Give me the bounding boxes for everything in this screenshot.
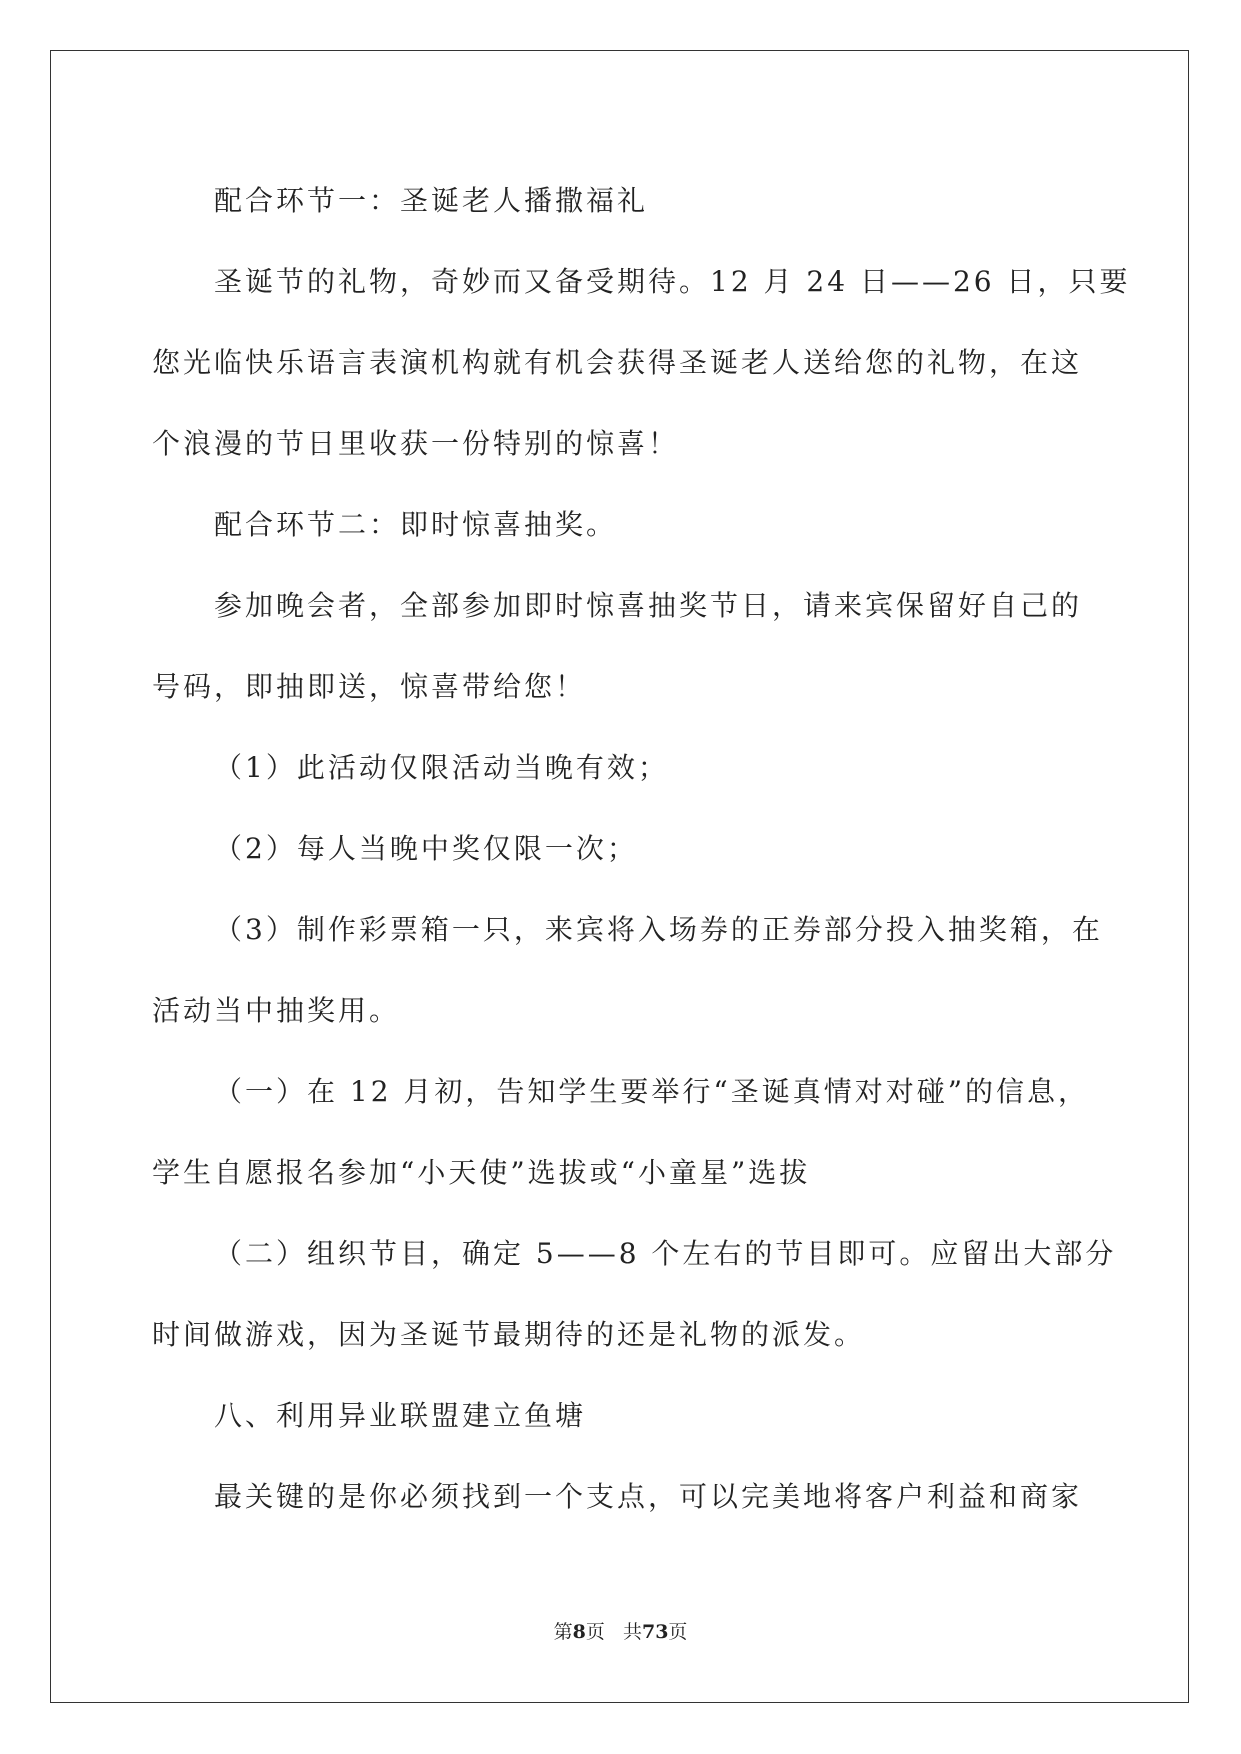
body-line-6: 参加晚会者，全部参加即时惊喜抽奖节日，请来宾保留好自己的	[214, 589, 1083, 622]
page-footer	[0, 1617, 1241, 1644]
footer-total-prefix: 共	[622, 1621, 642, 1643]
body-line-5: 配合环节二：即时惊喜抽奖。	[214, 508, 618, 541]
body-line-15: 时间做游戏，因为圣诞节最期待的还是礼物的派发。	[152, 1318, 866, 1351]
footer-page-number: 8	[572, 1621, 586, 1643]
body-line-16: 八、利用异业联盟建立鱼塘	[214, 1399, 587, 1432]
body-line-10: （3）制作彩票箱一只，来宾将入场券的正券部分投入抽奖箱，在	[214, 913, 1103, 946]
body-line-9: （2）每人当晚中奖仅限一次；	[214, 832, 638, 865]
body-line-8: （1）此活动仅限活动当晚有效；	[214, 751, 669, 784]
footer-total-suffix: 页	[668, 1621, 688, 1643]
body-line-2: 圣诞节的礼物，奇妙而又备受期待。12 月 24 日——26 日，只要	[214, 265, 1131, 298]
body-line-3: 您光临快乐语言表演机构就有机会获得圣诞老人送给您的礼物，在这	[152, 346, 1083, 379]
body-line-17: 最关键的是你必须找到一个支点，可以完美地将客户利益和商家	[214, 1480, 1083, 1513]
body-line-4: 个浪漫的节日里收获一份特别的惊喜！	[152, 427, 680, 460]
body-line-13: 学生自愿报名参加“小天使”选拔或“小童星”选拔	[152, 1156, 811, 1189]
document-body	[152, 160, 1131, 1537]
body-line-1: 配合环节一：圣诞老人播撒福礼	[214, 184, 649, 217]
body-line-12: （一）在 12 月初，告知学生要举行“圣诞真情对对碰”的信息，	[214, 1075, 1090, 1108]
body-line-7: 号码，即抽即送，惊喜带给您！	[152, 670, 587, 703]
footer-page-prefix: 第	[553, 1621, 573, 1643]
footer-page-suffix: 页	[585, 1621, 605, 1643]
body-line-14: （二）组织节目，确定 5——8 个左右的节目即可。应留出大部分	[214, 1237, 1117, 1270]
body-line-11: 活动当中抽奖用。	[152, 994, 401, 1027]
footer-total-pages: 73	[641, 1621, 669, 1643]
